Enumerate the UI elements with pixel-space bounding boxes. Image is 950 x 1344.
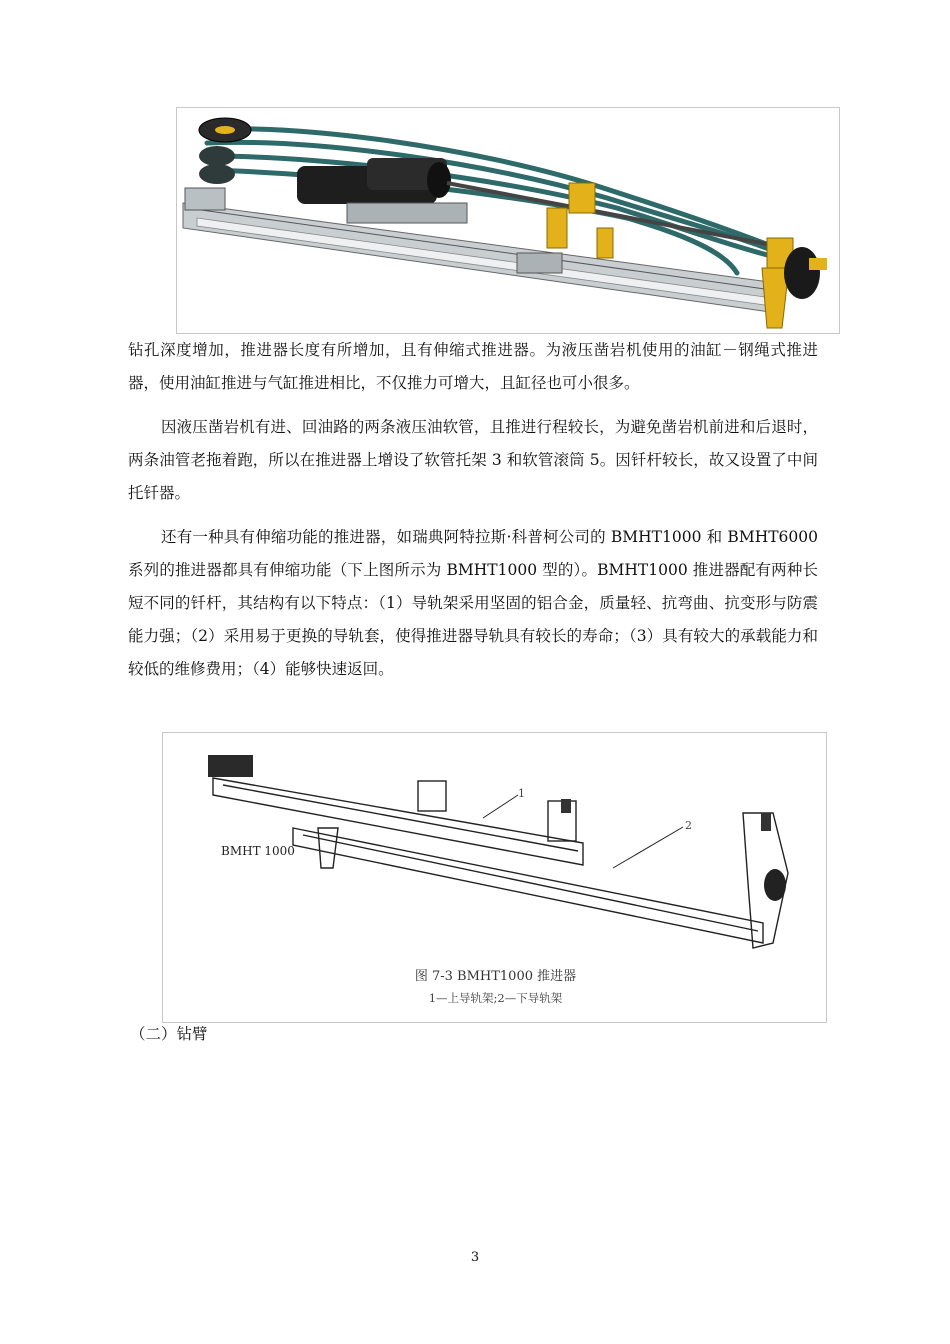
figure-bmht1000 (162, 732, 827, 1023)
figure-legend: 1—上导轨架;2—下导轨架 (428, 991, 563, 1005)
figure-feeder-photo (176, 107, 840, 334)
paragraph-bmht-features: 还有一种具有伸缩功能的推进器，如瑞典阿特拉斯·科普柯公司的 BMHT1000 和 BMHT6000 系列的推进器都具有伸缩功能（下上图所示为 BMHT1000 型的）。BMHT1000 推进器配有两种长短不同的钎杆，其结构有以下特点：（1）导轨架采用坚固的铝合金，质量轻、抗弯曲、抗变形与防震能力强；（2）采用易于更换的导轨套，使得推进器导轨具有较长的寿命；（3）具有较大的承载能力和较低的维修费用；（4）能够快速返回。 (128, 528, 818, 678)
model-label: BMHT 1000 (221, 844, 295, 858)
figure-caption: 图 7-3 BMHT1000 推进器 (414, 969, 577, 984)
paragraph-feeder-types: 钻孔深度增加，推进器长度有所增加，且有伸缩式推进器。为液压凿岩机使用的油缸－钢绳式推进器，使用油缸推进与气缸推进相比，不仅推力可增大，且缸径也可小很多。 (128, 341, 818, 392)
page-number: 3 (470, 1250, 480, 1265)
callout-2: 2 (685, 819, 692, 832)
section-heading: （二）钻臂 (130, 1025, 208, 1043)
callout-1: 1 (518, 787, 525, 800)
paragraph-hose-support: 因液压凿岩机有进、回油路的两条液压油软管，且推进行程较长，为避免凿岩机前进和后退时，两条油管老拖着跑，所以在推进器上增设了软管托架 3 和软管滚筒 5。因钎杆较长，故又设置了中间托钎器。 (128, 418, 818, 502)
feeder-illustration (177, 108, 839, 333)
